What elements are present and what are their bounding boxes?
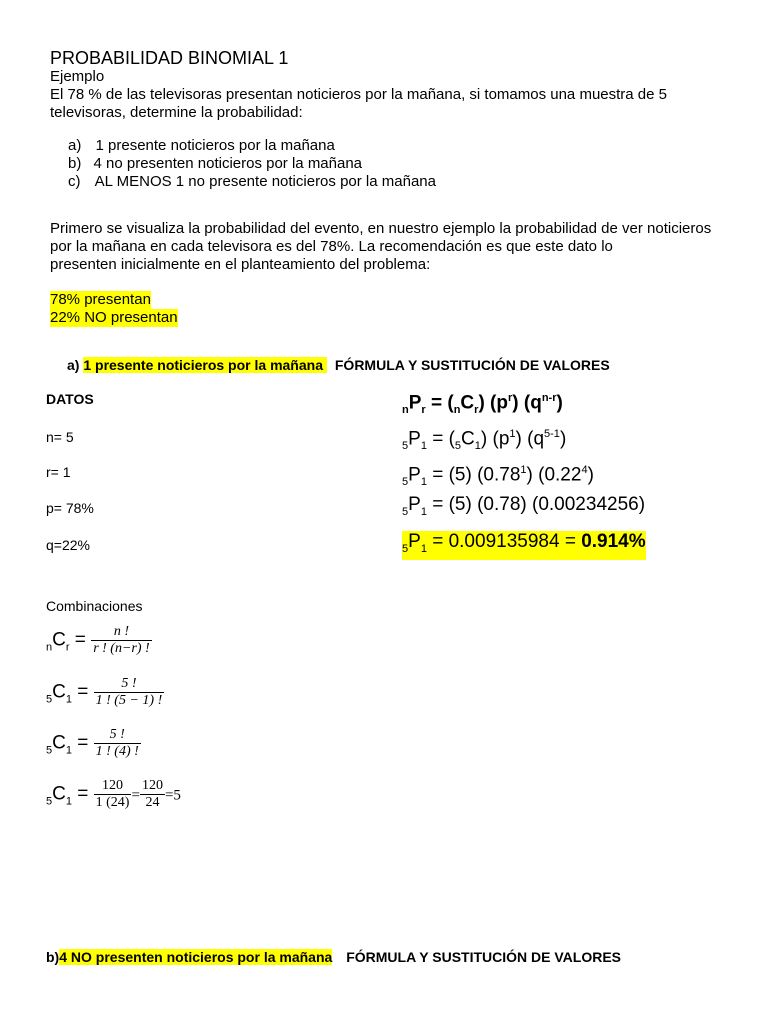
explanation-line-3: presenten inicialmente en el planteamiento del problema: bbox=[50, 256, 431, 273]
question-marker: b) bbox=[68, 155, 82, 172]
dato-r: r= 1 bbox=[46, 464, 71, 480]
section-marker: b) bbox=[46, 949, 60, 965]
combination-substitution: $_5C_1$ = $\frac{5 !}{1 ! (5 - 1) !}$ bbox=[46, 676, 163, 708]
section-b-heading bbox=[46, 948, 621, 966]
section-marker: a) bbox=[67, 357, 80, 373]
formula-powers: $_5P_1 = (5)$ (0.78) (0.00234256) bbox=[402, 494, 646, 518]
section-a-title: 1 presente noticieros por la mañana bbox=[83, 357, 327, 373]
formula-substitution: $_5P_1 = (_5C_1)$ $(p^1)$ $(q^{5-1})$ bbox=[402, 428, 567, 453]
question-text: AL MENOS 1 no presente noticieros por la mañana bbox=[94, 173, 436, 190]
dato-n: n= 5 bbox=[46, 429, 74, 445]
page-title: PROBABILIDAD BINOMIAL 1 bbox=[50, 48, 289, 68]
question-item-a bbox=[68, 137, 335, 155]
question-item-c bbox=[68, 173, 436, 191]
question-marker: c) bbox=[68, 173, 81, 190]
formula-result: $_5P_1 = 0.009135984 = 0.914\%$ bbox=[402, 531, 646, 560]
prob-not-present: 22% NO presentan bbox=[50, 309, 178, 326]
formula-values: $_5P_1 = (5)$ (0.78$^1$) (0.22$^4$) bbox=[402, 464, 594, 489]
explanation-line-2: por la mañana en cada televisora es del 78%. La recomendación es que este dato lo bbox=[50, 238, 613, 255]
formula-heading: FÓRMULA Y SUSTITUCIÓN DE VALORES bbox=[334, 357, 610, 373]
combination-formula: $_nC_r$ = $\frac{n !}{r ! (n-r) !}$ bbox=[46, 624, 150, 656]
question-marker: a) bbox=[68, 137, 82, 154]
problem-line-1: El 78 % de las televisoras presentan noticieros por la mañana, si tomamos una muestra de 5 bbox=[50, 86, 667, 103]
result-value: 0.914% bbox=[581, 531, 646, 552]
formula-general: $_nP_r = (_nC_r)$ $(p^r)$ $(q^{n-r})$ bbox=[402, 392, 563, 417]
question-item-b bbox=[68, 155, 362, 173]
combination-simplified: $_5C_1$ = $\frac{5 !}{1 ! (4) !}$ bbox=[46, 727, 139, 759]
explanation-line-1: Primero se visualiza la probabilidad del evento, en nuestro ejemplo la probabilidad de ver noticieros bbox=[50, 220, 712, 237]
formula-heading: FÓRMULA Y SUSTITUCIÓN DE VALORES bbox=[346, 949, 622, 965]
combinaciones-label: Combinaciones bbox=[46, 598, 143, 614]
dato-q: q=22% bbox=[46, 537, 90, 553]
question-text: 1 presente noticieros por la mañana bbox=[95, 137, 335, 154]
dato-p: p= 78% bbox=[46, 500, 94, 516]
section-b-title: 4 NO presenten noticieros por la mañana bbox=[59, 949, 333, 965]
prob-present: 78% presentan bbox=[50, 291, 151, 308]
question-text: 4 no presenten noticieros por la mañana bbox=[93, 155, 363, 172]
datos-label: DATOS bbox=[46, 391, 94, 407]
example-label: Ejemplo bbox=[50, 68, 105, 85]
problem-line-2: televisoras, determine la probabilidad: bbox=[50, 104, 303, 121]
combination-result: $_5C_1$ = $\frac{120}{1 (24)}$ = $\frac{120}{24}$ =5 bbox=[46, 778, 181, 810]
section-a-heading bbox=[67, 356, 610, 374]
